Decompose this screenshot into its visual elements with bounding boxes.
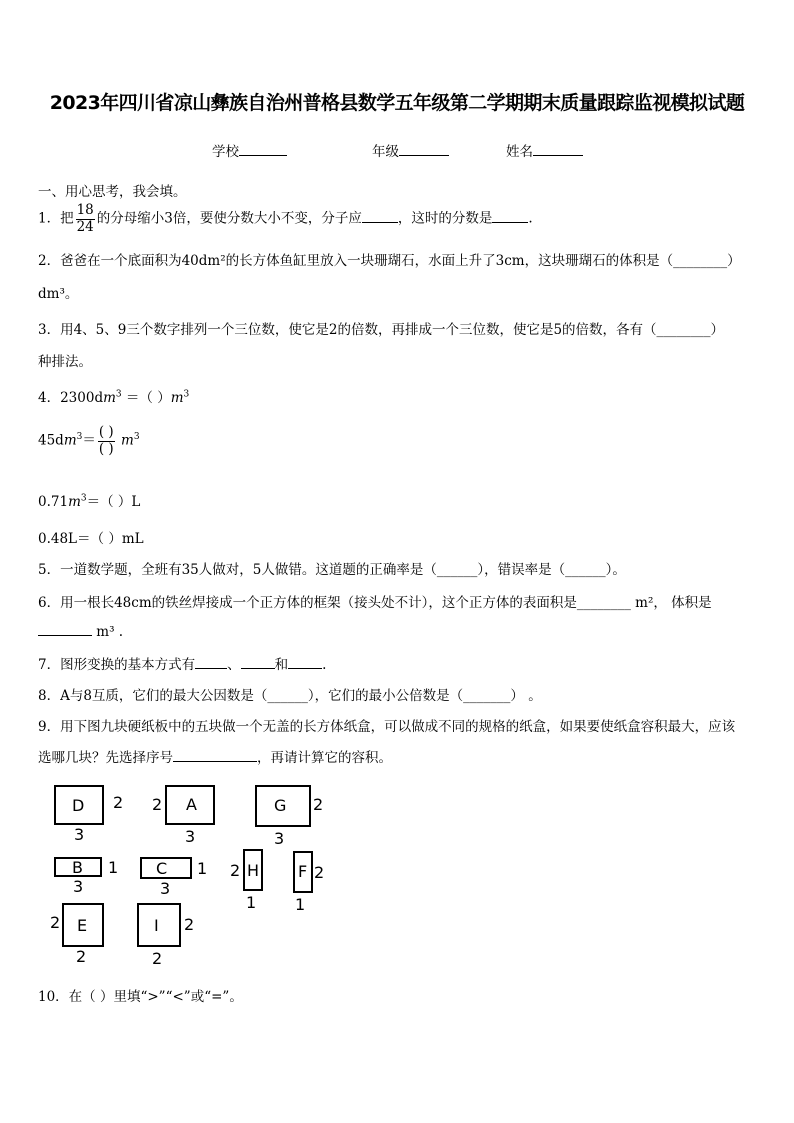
q4b-denominator[interactable]: ( ) <box>98 440 114 457</box>
grade-blank[interactable] <box>399 143 449 156</box>
piece-c-width: 3 <box>160 879 171 898</box>
cardboard-figure <box>0 770 794 975</box>
question-4a <box>38 386 189 406</box>
grade-field <box>372 140 449 160</box>
question-6-cont <box>38 623 123 640</box>
q4a-text: 4．2300d <box>38 390 104 406</box>
q6-volume-unit: m³ . <box>96 624 124 640</box>
piece-d-label: D <box>72 796 85 815</box>
piece-d-height: 2 <box>113 793 124 812</box>
q1-blank-1[interactable] <box>362 210 398 223</box>
q4a-unit: m <box>103 390 116 406</box>
question-4b <box>38 426 140 456</box>
piece-b-label: B <box>72 858 83 877</box>
piece-d-width: 3 <box>74 825 85 844</box>
q7-blank-3[interactable] <box>288 656 322 669</box>
piece-c-label: C <box>156 859 168 878</box>
question-4c <box>38 490 140 510</box>
q1-text-b: 的分母缩小3倍，要使分数大小不变，分子应 <box>96 210 362 227</box>
q1-fraction <box>76 204 95 234</box>
piece-f-height: 2 <box>314 863 325 882</box>
q4b-numerator[interactable]: ( ) <box>98 424 114 440</box>
q7-text-c: 和 <box>274 657 289 673</box>
piece-h-width: 1 <box>246 893 257 912</box>
piece-g-label: G <box>274 796 287 815</box>
q4c-unit: m <box>68 494 81 510</box>
piece-i-width: 2 <box>152 949 163 968</box>
piece-i <box>138 904 180 946</box>
question-7 <box>38 653 326 673</box>
q4b-unit: m <box>63 432 77 449</box>
q4b-unit-2: m <box>121 432 134 449</box>
q4b-fraction <box>98 426 115 456</box>
q7-text-d: . <box>322 657 327 673</box>
name-field <box>506 140 583 160</box>
q1-blank-2[interactable] <box>492 210 528 223</box>
q1-text-c: ，这时的分数是 <box>397 210 493 227</box>
question-4d: 0.48L＝（ ）mL <box>38 531 144 547</box>
piece-i-label: I <box>154 916 159 935</box>
q4c-text-b: ＝（ ）L <box>86 494 141 510</box>
q4a-exp-2: 3 <box>183 389 190 400</box>
question-10: 10．在（ ）里填“>”“<”或“=”。 <box>38 989 243 1005</box>
piece-f-label: F <box>298 862 308 881</box>
school-blank[interactable] <box>239 143 287 156</box>
piece-b-width: 3 <box>73 877 84 896</box>
question-9: 9．用下图九块硬纸板中的五块做一个无盖的长方体纸盒，可以做成不同的规格的纸盒，如果要使纸盒容积最大，应该 <box>38 719 736 735</box>
piece-b-height: 1 <box>108 858 119 877</box>
section-heading: 一、用心思考，我会填。 <box>38 184 187 200</box>
question-3: 3．用4、5、9三个数字排列一个三位数，使它是2的倍数，再排成一个三位数，使它是5的倍数，各有（________） <box>38 322 725 338</box>
q7-text-a: 7．图形变换的基本方式有 <box>38 657 196 673</box>
piece-e-height: 2 <box>50 913 61 932</box>
q4c-exp: 3 <box>80 493 87 504</box>
grade-label: 年级 <box>372 144 399 160</box>
question-1 <box>38 204 533 234</box>
piece-e-width: 2 <box>76 947 87 966</box>
q4a-unit-2: m <box>170 390 184 406</box>
piece-h-label: H <box>247 861 260 880</box>
q7-blank-2[interactable] <box>241 656 275 669</box>
school-field <box>212 140 287 160</box>
question-8: 8．A与8互质，它们的最大公因数是（______），它们的最小公倍数是（_______） 。 <box>38 688 542 704</box>
q7-text-b: 、 <box>227 657 241 673</box>
page-title: 2023年四川省凉山彝族自治州普格县数学五年级第二学期期末质量跟踪监视模拟试题 <box>49 92 745 114</box>
school-label: 学校 <box>212 144 239 160</box>
q4c-text: 0.71 <box>38 494 69 510</box>
question-6: 6．用一根长48cm的铁丝焊接成一个正方体的框架（接头处不计），这个正方体的表面积是________ m²， 体积是 <box>38 595 712 611</box>
question-2: 2．爸爸在一个底面积为40dm²的长方体鱼缸里放入一块珊瑚石，水面上升了3cm，这块珊瑚石的体积是（________） <box>38 253 741 269</box>
q4b-exp-2: 3 <box>133 432 140 442</box>
q4a-text-b: ＝（ ） <box>121 390 171 406</box>
q9-blank[interactable] <box>173 749 257 762</box>
question-2-cont: dm³。 <box>38 286 79 302</box>
q1-numerator: 18 <box>76 202 94 218</box>
q1-text-d: . <box>528 210 533 227</box>
q6-volume-blank[interactable] <box>38 623 92 636</box>
piece-a-height: 2 <box>152 795 163 814</box>
question-3-cont: 种排法。 <box>38 354 92 370</box>
q4b-exp: 3 <box>76 432 83 442</box>
q1-denominator: 24 <box>76 218 94 235</box>
q7-blank-1[interactable] <box>195 656 227 669</box>
q4b-eq: ＝ <box>82 432 96 449</box>
q9-text-a: 选哪几块？先选择序号 <box>38 750 173 766</box>
piece-a-width: 3 <box>185 827 196 846</box>
piece-c-height: 1 <box>197 859 208 878</box>
piece-f-width: 1 <box>295 895 306 914</box>
q4b-text: 45d <box>38 432 64 449</box>
piece-i-height: 2 <box>184 915 195 934</box>
q1-text-a: 1．把 <box>38 210 74 227</box>
piece-g-width: 3 <box>274 829 285 848</box>
name-blank[interactable] <box>533 143 583 156</box>
question-9-cont <box>38 746 392 766</box>
piece-g-height: 2 <box>313 795 324 814</box>
piece-a-label: A <box>186 795 197 814</box>
name-label: 姓名 <box>506 144 533 160</box>
q4a-exp: 3 <box>115 389 122 400</box>
piece-h-height: 2 <box>230 861 241 880</box>
question-5: 5．一道数学题，全班有35人做对，5人做错。这道题的正确率是（______），错误率是（______）。 <box>38 562 626 578</box>
q9-text-b: ，再请计算它的容积。 <box>257 750 392 766</box>
piece-e-label: E <box>77 916 88 935</box>
